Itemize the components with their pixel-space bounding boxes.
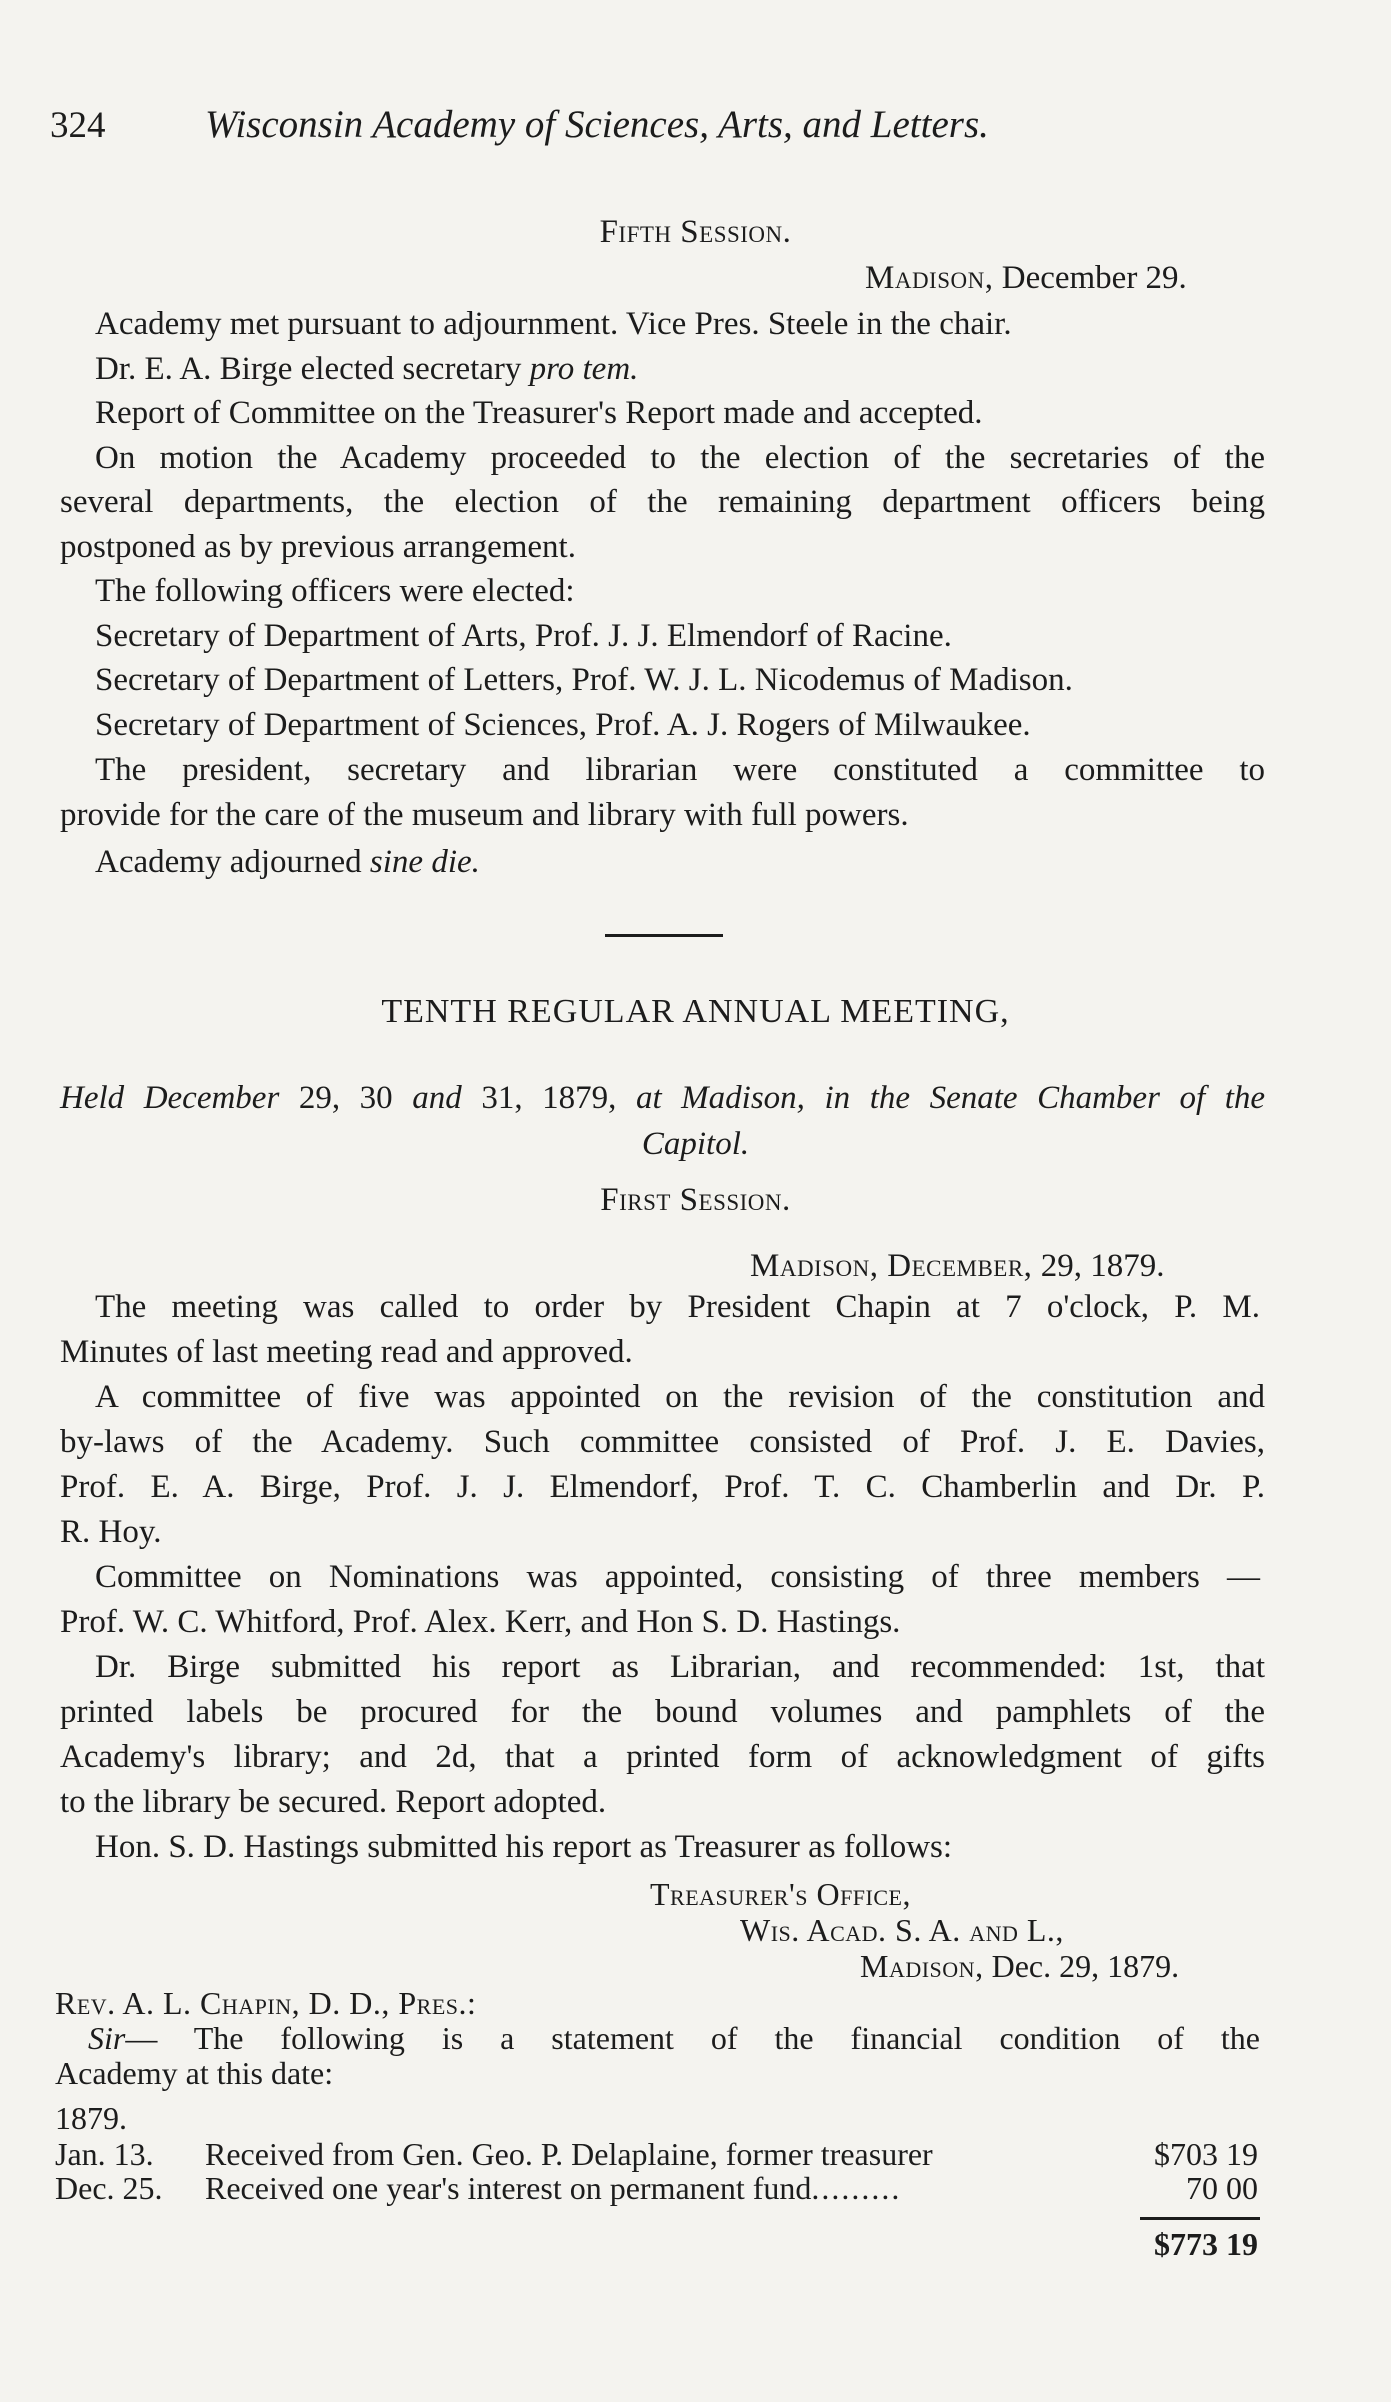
section-divider	[605, 934, 723, 937]
birge-italic: pro tem.	[529, 351, 639, 387]
paragraph-line: by-laws of the Academy. Such committee consisted of Prof. J. E. Davies,	[60, 1424, 1265, 1460]
birge-prefix: Dr. E. A. Birge elected secretary	[95, 351, 522, 387]
office-line-1: Treasurer's Office,	[650, 1876, 911, 1912]
held-place: at Madison, in the Senate Chamber of the	[635, 1080, 1266, 1116]
ledger-row-amount: $703 19	[1154, 2136, 1258, 2172]
paragraph-line: Dr. Birge submitted his report as Librarian, and recommended: 1st, that	[95, 1649, 1265, 1685]
meeting-held-line-2: Capitol.	[641, 1126, 750, 1162]
ledger-total: $773 19	[1154, 2226, 1258, 2262]
ledger-row-description	[205, 2170, 901, 2206]
held-and: and	[412, 1080, 462, 1116]
fifth-session-dateline	[865, 258, 1187, 298]
ledger-row-date: Jan. 13.	[55, 2136, 154, 2172]
paragraph-line: Secretary of Department of Arts, Prof. J. J. Elmendorf of Racine.	[95, 618, 952, 654]
running-title: Wisconsin Academy of Sciences, Arts, and Letters.	[205, 103, 989, 146]
dateline-place: Madison,	[865, 260, 994, 296]
held-text: Held December	[60, 1080, 280, 1116]
paragraph-line: Secretary of Department of Letters, Prof. W. J. L. Nicodemus of Madison.	[95, 662, 1073, 698]
letter-sir: Sir	[88, 2020, 126, 2056]
paragraph-line: On motion the Academy proceeded to the election of the secretaries of the	[95, 440, 1265, 476]
paragraph-line: The following officers were elected:	[95, 573, 575, 609]
ledger-year: 1879.	[55, 2100, 127, 2136]
letter-body-text: — The following is a statement of the financial condition of the	[125, 2020, 1260, 2056]
paragraph-line: several departments, the election of the remaining department officers being	[60, 484, 1265, 520]
meeting-title: TENTH REGULAR ANNUAL MEETING,	[381, 993, 1010, 1030]
total-rule	[1140, 2217, 1260, 2220]
paragraph-line: printed labels be procured for the bound volumes and pamphlets of the	[60, 1694, 1265, 1730]
dateline-date: December 29.	[1001, 260, 1187, 296]
paragraph-line: Committee on Nominations was appointed, consisting of three members —	[95, 1559, 1260, 1595]
first-session-dateline	[750, 1246, 1164, 1286]
office-date: Dec. 29, 1879.	[991, 1948, 1180, 1984]
paragraph-line: Academy met pursuant to adjournment. Vice Pres. Steele in the chair.	[95, 306, 1012, 342]
held-dates: 29, 30	[298, 1080, 393, 1116]
paragraph-line: Prof. E. A. Birge, Prof. J. J. Elmendorf, Prof. T. C. Chamberlin and Dr. P.	[60, 1469, 1265, 1505]
ledger-desc-text: Received one year's interest on permanent fund	[205, 2170, 812, 2206]
dateline-date: 29, 1879.	[1040, 1248, 1165, 1284]
ledger-row-description: Received from Gen. Geo. P. Delaplaine, former treasurer	[205, 2136, 933, 2172]
paragraph-line: to the library be secured. Report adopted.	[60, 1784, 607, 1820]
ledger-row-date: Dec. 25.	[55, 2170, 163, 2206]
paragraph-line: Hon. S. D. Hastings submitted his report as Treasurer as follows:	[95, 1829, 953, 1865]
salutation: Rev. A. L. Chapin, D. D., Pres.:	[55, 1985, 477, 2021]
paragraph-line: Minutes of last meeting read and approved.	[60, 1334, 633, 1370]
adjourned-italic: sine die.	[369, 844, 480, 880]
paragraph-line: Report of Committee on the Treasurer's Report made and accepted.	[95, 395, 983, 431]
dateline-place: Madison, December,	[750, 1248, 1033, 1284]
held-year: 31, 1879,	[481, 1080, 617, 1116]
paragraph-line: The meeting was called to order by President Chapin at 7 o'clock, P. M.	[95, 1289, 1260, 1325]
paragraph-line: postponed as by previous arrangement.	[60, 529, 576, 565]
paragraph-line: A committee of five was appointed on the revision of the constitution and	[95, 1379, 1265, 1415]
paragraph-line: Secretary of Department of Sciences, Prof. A. J. Rogers of Milwaukee.	[95, 707, 1031, 743]
adjourned-prefix: Academy adjourned	[95, 844, 362, 880]
paragraph-line: The president, secretary and librarian were constituted a committee to	[95, 752, 1265, 788]
office-line-3	[860, 1948, 1179, 1984]
paragraph-line: Academy's library; and 2d, that a printed form of acknowledgment of gifts	[60, 1739, 1265, 1775]
ledger-row-amount: 70 00	[1186, 2170, 1258, 2206]
paragraph-line: Prof. W. C. Whitford, Prof. Alex. Kerr, and Hon S. D. Hastings.	[60, 1604, 901, 1640]
paragraph-line: provide for the care of the museum and library with full powers.	[60, 797, 909, 833]
page-number: 324	[50, 105, 106, 146]
first-session-heading: First Session.	[600, 1182, 791, 1218]
letter-body-line: Academy at this date:	[55, 2055, 334, 2091]
office-line-2: Wis. Acad. S. A. and L.,	[740, 1912, 1064, 1948]
meeting-held-line	[60, 1078, 1265, 1118]
paragraph-line: R. Hoy.	[60, 1514, 162, 1550]
office-place: Madison,	[860, 1948, 984, 1984]
leader-dots: .........	[811, 2170, 902, 2206]
paragraph-line	[95, 349, 638, 389]
letter-body-line	[88, 2020, 1260, 2056]
paragraph-line	[95, 842, 480, 882]
fifth-session-heading: Fifth Session.	[599, 214, 792, 250]
